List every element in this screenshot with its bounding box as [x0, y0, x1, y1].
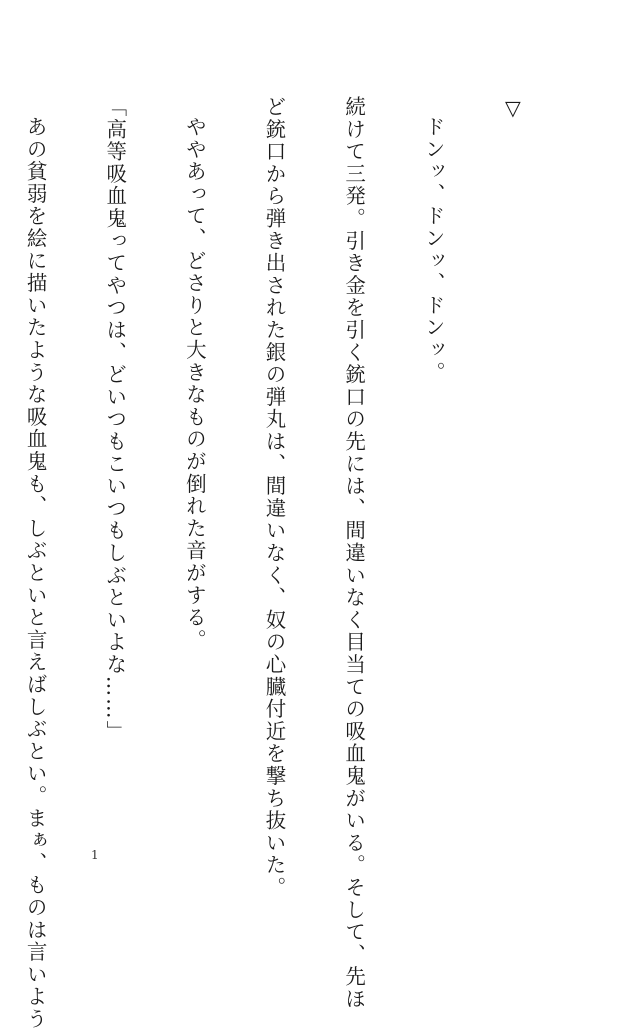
text-line: ドンッ、ドンッ、ドンッ。	[421, 116, 446, 384]
text-line: 続けて三発。引き金を引く銃口の先には、間違いなく目当ての吸血鬼がいる。そして、先ほ	[341, 96, 366, 1011]
dialogue-line: 「高等吸血鬼ってやつは、どいつもこいつもしぶといよな……」	[102, 96, 127, 743]
text-line: ど銃口から弾き出された銀の弾丸は、間違いなく、奴の心臓付近を撃ち抜いた。	[261, 96, 286, 899]
vertical-text-body	[0, 96, 579, 1031]
text-line: ややあって、どさりと大きなものが倒れた音がする。	[182, 116, 207, 652]
section-marker: ▽	[500, 96, 525, 122]
page-number: 1	[91, 848, 99, 862]
text-line: あの貧弱を絵に描いたような吸血鬼も、しぶといと言えばしぶとい。まぁ、ものは言いよう	[23, 116, 48, 1031]
